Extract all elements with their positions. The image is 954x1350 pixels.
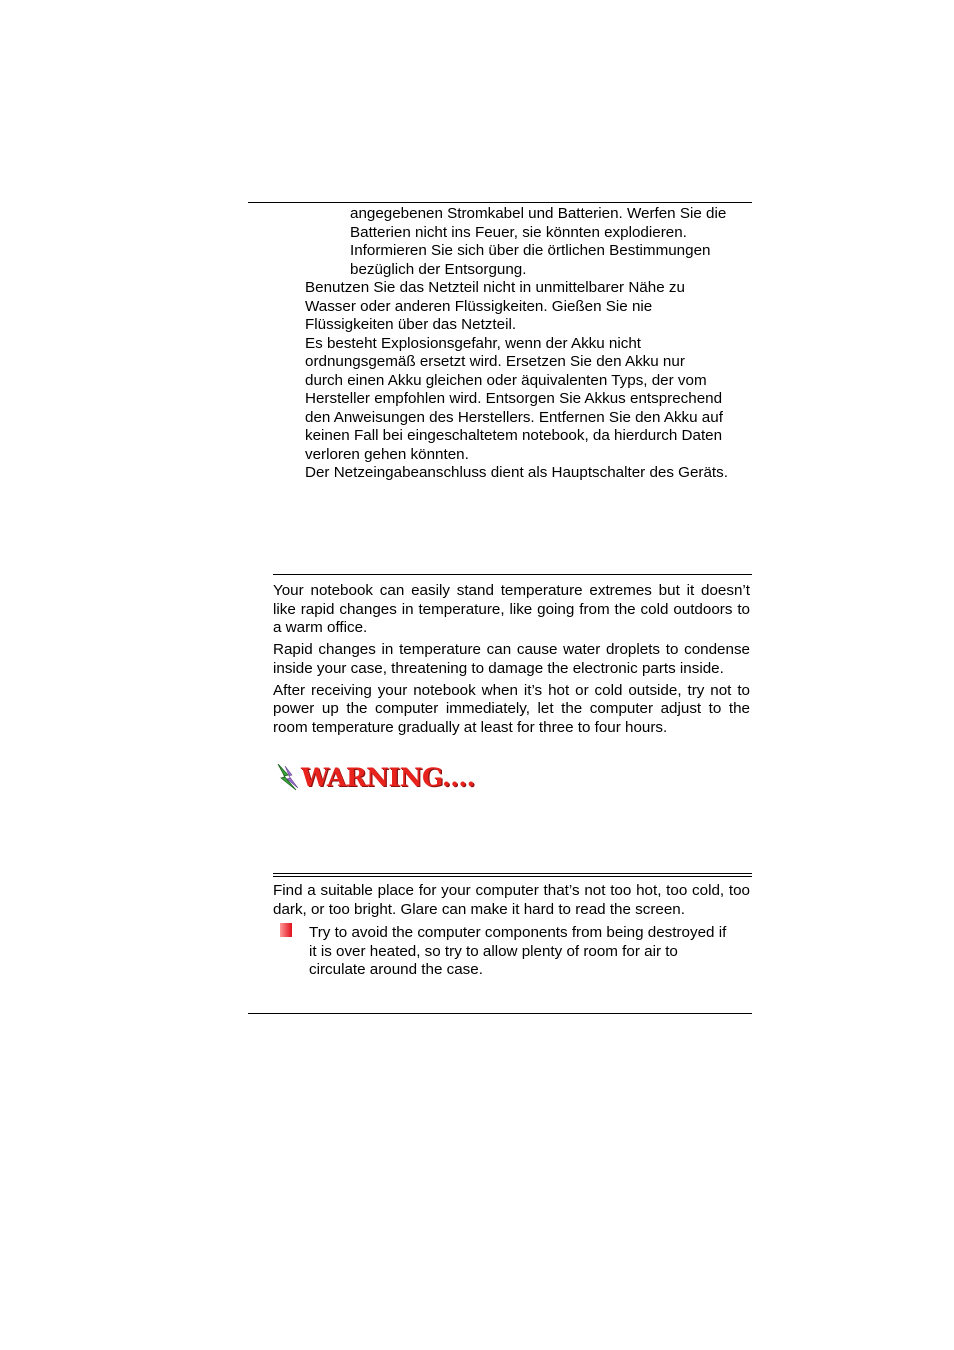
top-rule (248, 202, 752, 203)
temperature-section-body (273, 582, 750, 741)
text-line: Flüssigkeiten über das Netzteil. (305, 316, 517, 333)
location-section-intro (273, 882, 750, 923)
text-line: Wasser oder anderen Flüssigkeiten. Gießen Sie nie (305, 297, 653, 315)
german-sub-list (350, 205, 726, 279)
german-item-list (305, 279, 728, 483)
text-line: Hersteller empfohlen wird. Entsorgen Sie Akkus entsprechend (305, 390, 723, 407)
text-line: den Anweisungen des Herstellers. Entfernen Sie den Akku auf (305, 408, 723, 426)
text-line: angegebenen Stromkabel und Batterien. Werfen Sie die (350, 205, 727, 222)
paragraph: After receiving your notebook when it’s hot or cold outside, try not to power up the computer immediately, let the computer adjust to the room temperature gradually at least for three to four hours. (273, 681, 750, 736)
text-line: bezüglich der Entsorgung. (350, 260, 527, 278)
text-line: verloren gehen könnten. (305, 445, 469, 463)
text-line: Es besteht Explosionsgefahr, wenn der Akku nicht (305, 334, 642, 352)
temperature-section-rule (273, 574, 752, 575)
text-line: Batterien nicht ins Feuer, sie könnten explodieren. (350, 223, 687, 241)
text-line: keinen Fall bei eingeschaltetem notebook, da hierdurch Daten (305, 427, 723, 444)
text-line: Try to avoid the computer components from being destroyed if (309, 924, 727, 941)
location-bullet-item (309, 924, 726, 980)
bottom-rule (248, 1013, 752, 1014)
text-line: ordnungsgemäß ersetzt wird. Ersetzen Sie den Akku nur (305, 353, 685, 370)
location-section-rule-1 (273, 873, 752, 874)
text-line: durch einen Akku gleichen oder äquivalenten Typs, der vom (305, 371, 707, 389)
paragraph: Find a suitable place for your computer that’s not too hot, too cold, too dark, or too bright. Glare can make it hard to read the screen. (273, 882, 750, 918)
text-line: Benutzen Sie das Netzteil nicht in unmittelbarer Nähe zu (305, 279, 685, 296)
bullet-square-icon (280, 923, 292, 937)
text-line: Der Netzeingabeanschluss dient als Hauptschalter des Geräts. (305, 464, 728, 481)
paragraph: Your notebook can easily stand temperature extremes but it doesn’t like rapid changes in temperature, like going from the cold outdoors to a warm office. (273, 582, 750, 636)
text-line: it is over heated, so try to allow plenty of room for air to (309, 942, 678, 960)
location-section-rule-2 (273, 876, 752, 877)
warning-label: WARNING.... (301, 763, 475, 792)
paragraph: Rapid changes in temperature can cause water droplets to condense inside your case, threatening to damage the electronic parts inside. (273, 641, 750, 677)
text-line: Informieren Sie sich über die örtlichen Bestimmungen (350, 242, 711, 259)
text-line: circulate around the case. (309, 961, 483, 978)
lightning-icon (275, 764, 301, 792)
